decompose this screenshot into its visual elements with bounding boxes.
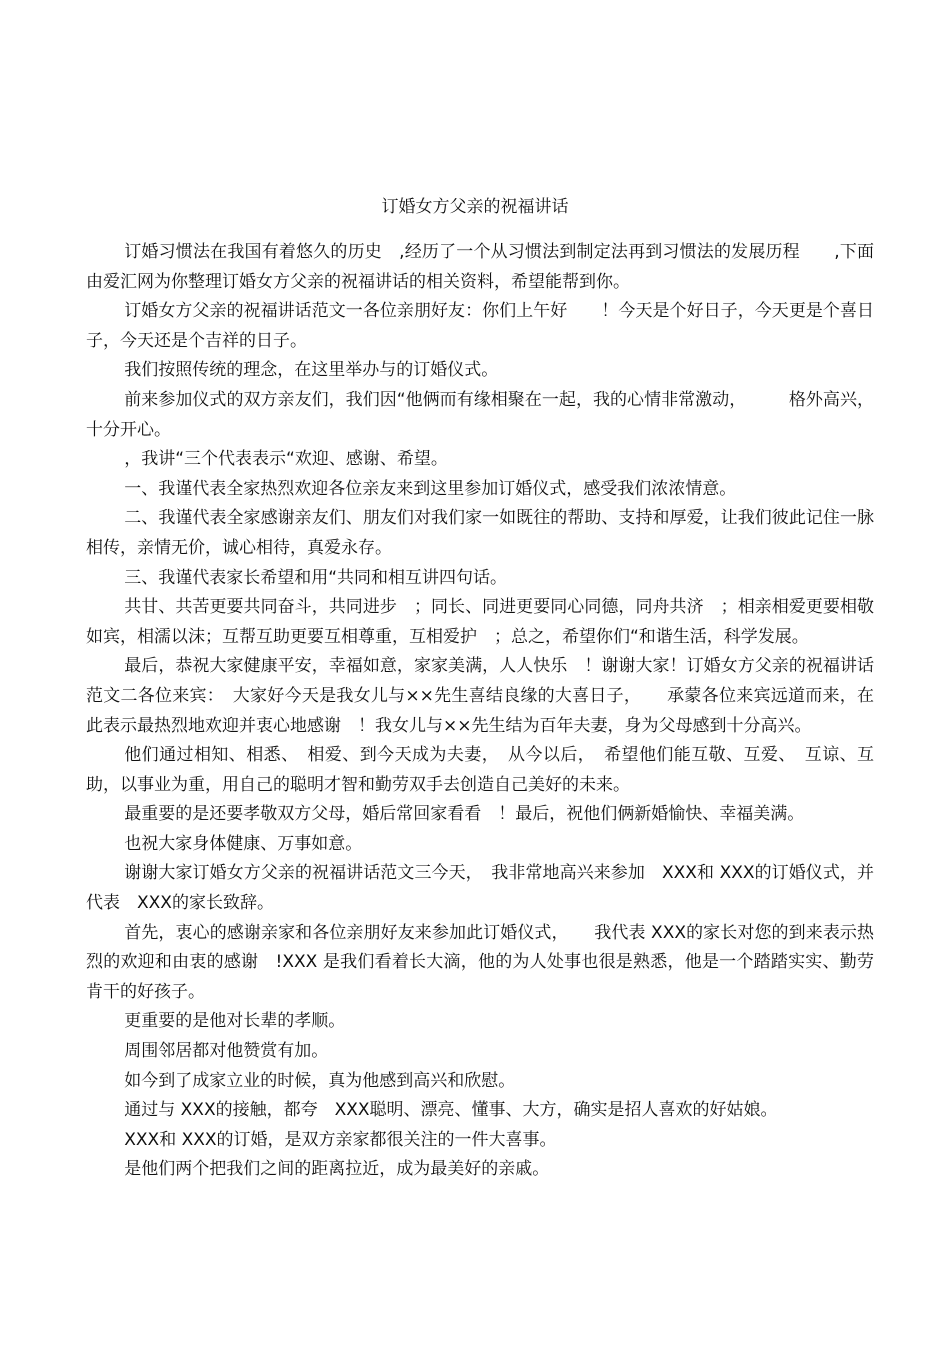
paragraph-9: 共甘、共苦更要共同奋斗，共同进步 ；同长、同进更要同心同德，同舟共济 ；相亲相爱更要相敬如宾，相濡以沫；互帮互助更要互相尊重，互相爱护 ；总之，希望你们“和谐生活，科学发展。 [86, 597, 874, 647]
paragraph-19: 通过与 XXX的接触，都夸 XXX聪明、漂亮、懂事、大方，确实是招人喜欢的好姑娘。 [124, 1100, 778, 1121]
paragraph-8: 三、我谨代表家长希望和用“共同和相互讲四句话。 [124, 567, 508, 588]
paragraph-11: 他们通过相知、相悉、 相爱、到今天成为夫妻， 从今以后， 希望他们能互敬、互爱、 互谅、互助，以事业为重，用自己的聪明才智和勤劳双手去创造自己美好的未来。 [86, 745, 874, 795]
paragraph-14: 谢谢大家订婚女方父亲的祝福讲话范文三今天， 我非常地高兴来参加 XXX和 XXX的订婚仪式，并代表 XXX的家长致辞。 [86, 863, 874, 914]
paragraph-2: 订婚女方父亲的祝福讲话范文一各位亲朋好友：你们上午好 ！今天是个好日子，今天更是个喜日子，今天还是个吉祥的日子。 [86, 301, 874, 351]
paragraph-5: ，我讲“三个代表表示“欢迎、感谢、希望。 [124, 449, 448, 470]
paragraph-21: 是他们两个把我们之间的距离拉近，成为最美好的亲戚。 [124, 1159, 550, 1180]
paragraph-7: 二、我谨代表全家感谢亲友们、朋友们对我们家一如既往的帮助、支持和厚爱，让我们彼此记住一脉相传，亲情无价，诚心相待，真爱永存。 [86, 508, 874, 558]
paragraph-17: 周围邻居都对他赞赏有加。 [124, 1041, 329, 1062]
document-body [86, 238, 874, 1185]
paragraph-20: XXX和 XXX的订婚，是双方亲家都很关注的一件大喜事。 [124, 1129, 557, 1150]
paragraph-10: 最后，恭祝大家健康平安，幸福如意，家家美满，人人快乐 ！谢谢大家！订婚女方父亲的祝福讲话范文二各位来宾： 大家好今天是我女儿与××先生喜结良缘的大喜日子， 承蒙各位来宾远道而来，在此表示最热烈地欢迎并衷心地感谢 ！我女儿与××先生结为百年夫妻，身为父母感到十分高兴。 [86, 656, 874, 736]
paragraph-15: 首先，衷心的感谢亲家和各位亲朋好友来参加此订婚仪式， 我代表 XXX的家长对您的到来表示热烈的欢迎和由衷的感谢 !XXX 是我们看着长大滴，他的为人处事也很是熟悉，他是一个踏踏实实、勤劳肯干的好孩子。 [86, 922, 874, 1002]
paragraph-1: 订婚习惯法在我国有着悠久的历史 ,经历了一个从习惯法到制定法再到习惯法的发展历程 ,下面由爱汇网为你整理订婚女方父亲的祝福讲话的相关资料，希望能帮到你。 [86, 242, 874, 292]
paragraph-12: 最重要的是还要孝敬双方父母，婚后常回家看看 ！最后，祝他们俩新婚愉快、幸福美满。 [124, 804, 805, 825]
paragraph-18: 如今到了成家立业的时候，真为他感到高兴和欣慰。 [124, 1070, 516, 1091]
paragraph-13: 也祝大家身体健康、万事如意。 [124, 833, 363, 854]
paragraph-4: 前来参加仪式的双方亲友们，我们因“他俩而有缘相聚在一起，我的心情非常激动， 格外高兴，十分开心。 [86, 389, 874, 440]
document-title: 订婚女方父亲的祝福讲话 [381, 197, 569, 217]
paragraph-16: 更重要的是他对长辈的孝顺。 [124, 1011, 346, 1032]
paragraph-3: 我们按照传统的理念，在这里举办与的订婚仪式。 [124, 360, 499, 381]
paragraph-6: 一、我谨代表全家热烈欢迎各位亲友来到这里参加订婚仪式，感受我们浓浓情意。 [124, 478, 737, 499]
